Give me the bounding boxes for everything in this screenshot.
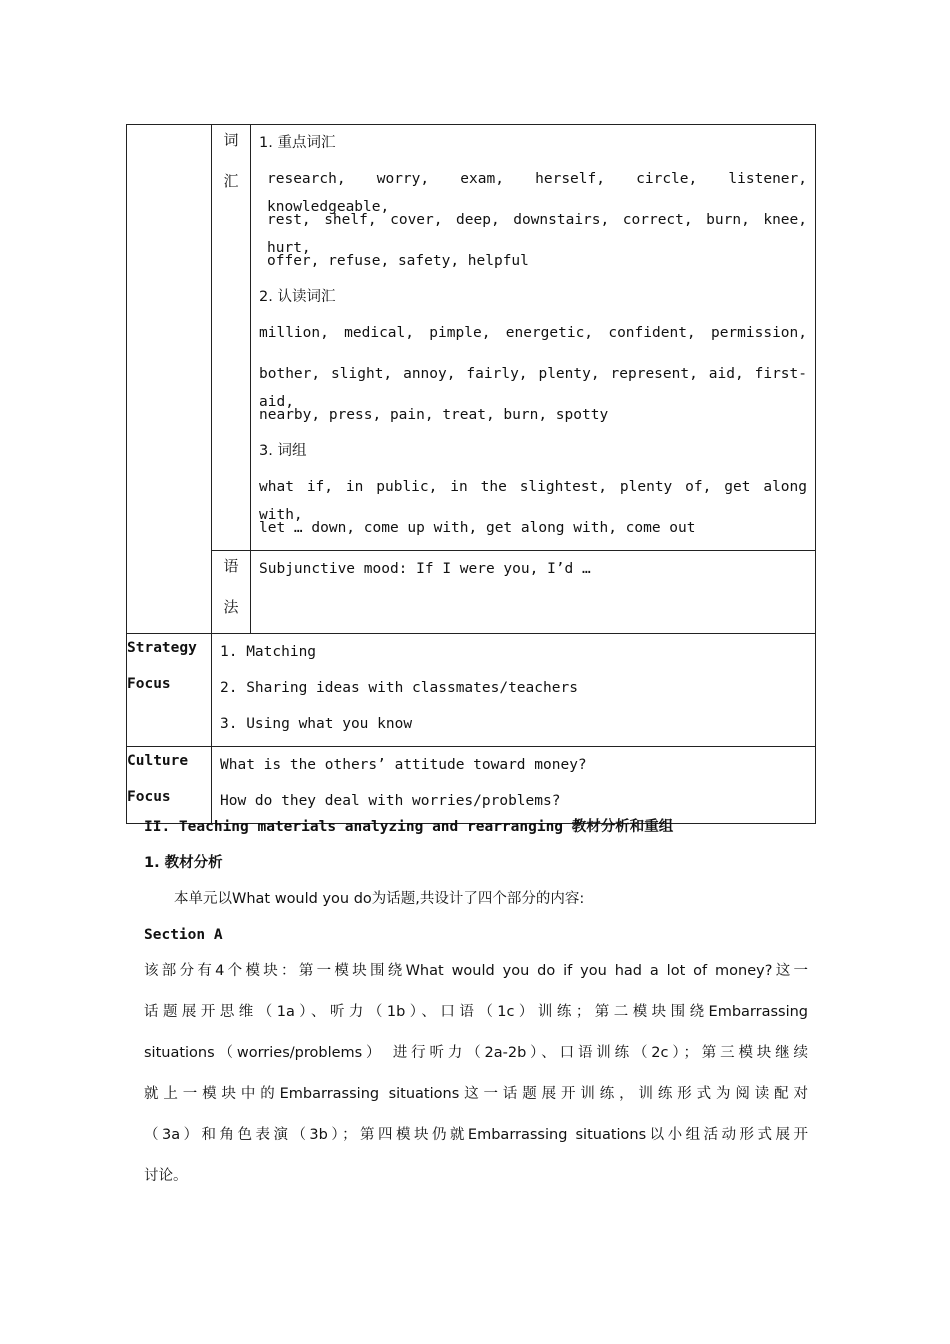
section-a-line: 就上一模块中的Embarrassing situations这一话题展开训练，训练形式为阅读配对 — [144, 1086, 808, 1102]
vocab-label: 词 汇 — [212, 125, 251, 551]
sub-heading: 1. 教材分析 — [144, 855, 223, 871]
recog-vocab-line: bother, slight, annoy, fairly, plenty, represent, aid, first-aid, — [259, 366, 807, 410]
section-a-line: 讨论。 — [144, 1168, 188, 1184]
section-heading: II. Teaching materials analyzing and rearranging 教材分析和重组 — [144, 819, 674, 835]
grammar-row — [127, 551, 816, 634]
grammar-content — [251, 551, 816, 634]
intro-text: 本单元以What would you do为话题,共设计了四个部分的内容: — [174, 891, 585, 907]
strategy-row — [127, 634, 816, 747]
recog-vocab-line: nearby, press, pain, treat, burn, spotty — [259, 407, 609, 423]
key-vocab-line: rest, shelf, cover, deep, downstairs, correct, burn, knee, hurt, — [267, 212, 807, 256]
culture-label: Culture Focus — [127, 747, 212, 824]
strategy-item: 2. Sharing ideas with classmates/teachers — [220, 680, 578, 696]
strategy-label: Strategy Focus — [127, 634, 212, 747]
strategy-item: 3. Using what you know — [220, 716, 413, 732]
key-vocab-line: research, worry, exam, herself, circle, listener, knowledgeable, — [267, 171, 807, 215]
phrase-line: what if, in public, in the slightest, plenty of, get along with, — [259, 479, 807, 523]
grammar-text: Subjunctive mood: If I were you, I’d … — [259, 561, 591, 577]
vocab-content — [251, 125, 816, 551]
grammar-label: 语 法 — [212, 551, 251, 634]
key-vocab-heading: 1. 重点词汇 — [259, 135, 336, 151]
lesson-plan-table — [126, 124, 816, 824]
culture-item: What is the others’ attitude toward money? — [220, 757, 587, 773]
materials-section — [144, 812, 808, 1202]
strategy-item: 1. Matching — [220, 644, 317, 660]
recog-vocab-line: million, medical, pimple, energetic, confident, permission, — [259, 325, 807, 341]
strategy-content — [212, 634, 816, 747]
section-a-line: situations（worries/problems） 进行听力（2a-2b）、口语训练（2c）；第三模块继续 — [144, 1045, 808, 1061]
recog-vocab-heading: 2. 认读词汇 — [259, 289, 336, 305]
section-a-line: 话题展开思维（1a）、听力（1b）、口语（1c）训练；第二模块围绕Embarrassing — [144, 1004, 808, 1020]
culture-item: How do they deal with worries/problems? — [220, 793, 561, 809]
phrase-line: let … down, come up with, get along with, come out — [259, 520, 696, 536]
key-vocab-line: offer, refuse, safety, helpful — [267, 253, 529, 269]
phrase-heading: 3. 词组 — [259, 443, 307, 459]
section-a-label: Section A — [144, 927, 223, 943]
section-a-line: （3a）和角色表演（3b）；第四模块仍就Embarrassing situations以小组活动形式展开 — [144, 1127, 808, 1143]
vocab-row — [127, 125, 816, 551]
empty-label-cell — [127, 125, 212, 634]
section-a-line: 该部分有4个模块：第一模块围绕What would you do if you had a lot of money?这一 — [144, 963, 808, 979]
